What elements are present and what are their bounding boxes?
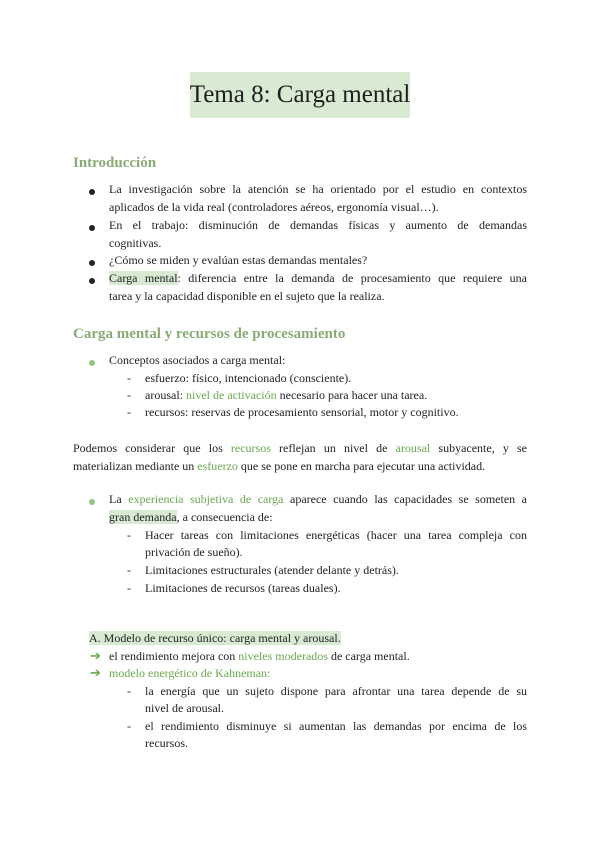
concept-recursos: recursos: reservas de procesamiento sensorial, motor y cognitivo.: [145, 405, 459, 419]
modelo-a-heading: A. Modelo de recurso único: carga mental y arousal.: [89, 631, 341, 645]
bullet-dot: [89, 183, 95, 199]
kahneman-1-line-1: la energía que un sujeto dispone para afrontar una tarea depende de su: [145, 684, 527, 698]
paragraph-line-2: materializan mediante un esfuerzo que se pone en marcha para ejecutar una actividad.: [73, 459, 486, 473]
paragraph-line-1: Podemos considerar que los recursos reflejan un nivel de arousal subyacente, y se: [73, 441, 527, 455]
highlight-carga-mental: Carga mental: [109, 271, 178, 285]
intro-bullet-2-line-1: En el trabajo: disminución de demandas físicas y aumento de demandas: [109, 218, 527, 232]
page-title: Tema 8: Carga mental: [189, 81, 411, 108]
dash-marker: -: [127, 563, 131, 577]
consecuencia-3: Limitaciones de recursos (tareas duales).: [145, 581, 341, 595]
bullet-dot: [89, 272, 95, 288]
intro-bullet-1-line-1: La investigación sobre la atención se ha orientado por el estudio en contextos: [109, 182, 527, 196]
green-term: arousal: [395, 441, 431, 455]
intro-bullet-1-line-2: aplicados de la vida real (controladores aéreos, ergonomía visual…).: [109, 200, 439, 214]
concept-arousal: arousal: nivel de activación necesario para hacer una tarea.: [145, 388, 428, 402]
green-term: nivel de activación: [186, 388, 277, 402]
modelo-a-point-1: el rendimiento mejora con niveles moderados de carga mental.: [109, 649, 410, 663]
experiencia-line-1: La experiencia subjetiva de carga aparece cuando las capacidades se someten a: [109, 492, 528, 506]
intro-bullet-4-line-1: Carga mental: diferencia entre la demanda de procesamiento que requiere una: [109, 271, 527, 285]
dash-marker: -: [127, 528, 131, 542]
bullet-dot: [89, 254, 95, 270]
dash-marker: -: [127, 719, 131, 733]
dash-marker: -: [127, 371, 131, 385]
bullet-dot: [89, 354, 95, 370]
consecuencia-2: Limitaciones estructurales (atender delante y detrás).: [145, 563, 399, 577]
bullet-dot: [89, 493, 95, 509]
green-term: recursos: [230, 441, 271, 455]
kahneman-2-line-2: recursos.: [145, 736, 188, 750]
dash-marker: -: [127, 581, 131, 595]
bullet-dot: [89, 219, 95, 235]
intro-bullet-2-line-2: cognitivas.: [109, 236, 162, 250]
consecuencia-1-line-2: privación de sueño).: [145, 545, 243, 559]
title-box: [190, 72, 410, 118]
dash-marker: -: [127, 388, 131, 402]
intro-bullet-3: ¿Cómo se miden y evalúan estas demandas mentales?: [109, 253, 368, 267]
kahneman-2-line-1: el rendimiento disminuye si aumentan las demandas por encima de los: [145, 719, 527, 733]
experiencia-line-2: gran demanda, a consecuencia de:: [109, 510, 273, 524]
concept-esfuerzo: esfuerzo: físico, intencionado (consciente).: [145, 371, 352, 385]
kahneman-1-line-2: nivel de arousal.: [145, 701, 224, 715]
concepts-label: Conceptos asociados a carga mental:: [109, 353, 286, 367]
dash-marker: -: [127, 405, 131, 419]
green-term: esfuerzo: [197, 459, 238, 473]
green-term: niveles moderados: [238, 649, 328, 663]
arrow-right-icon: ➔: [90, 648, 101, 663]
modelo-kahneman: modelo energético de Kahneman:: [109, 666, 271, 680]
heading-introduccion: Introducción: [73, 155, 157, 171]
green-term: experiencia subjetiva de carga: [128, 492, 284, 506]
highlight-gran-demanda: gran demanda: [109, 510, 177, 524]
intro-bullet-4-line-2: tarea y la capacidad disponible en el sujeto que la realiza.: [109, 289, 385, 303]
dash-marker: -: [127, 684, 131, 698]
consecuencia-1-line-1: Hacer tareas con limitaciones energéticas (hacer una tarea compleja con: [145, 528, 527, 542]
heading-carga-mental-recursos: Carga mental y recursos de procesamiento: [73, 326, 346, 342]
arrow-right-icon: ➔: [90, 665, 101, 680]
